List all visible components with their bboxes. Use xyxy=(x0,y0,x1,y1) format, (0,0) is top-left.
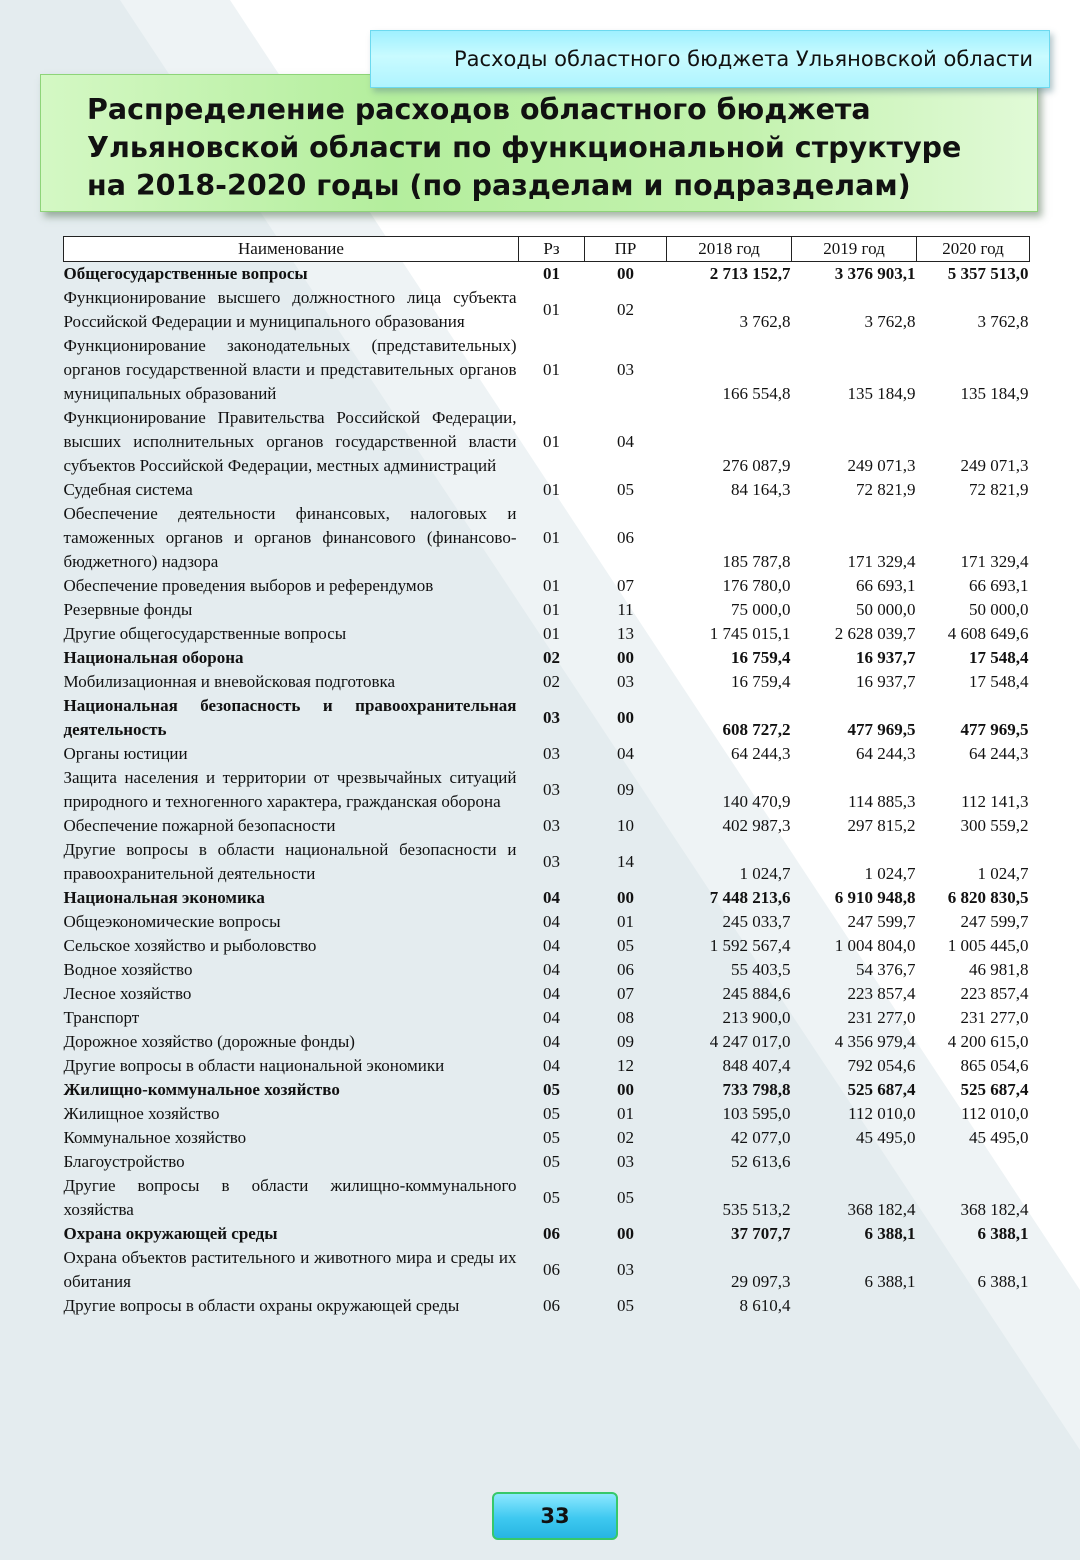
cell-rz: 02 xyxy=(543,672,560,691)
cell-2019: 247 599,7 xyxy=(847,912,916,931)
cell-2018: 733 798,8 xyxy=(722,1080,791,1099)
cell-rz: 01 xyxy=(543,432,560,451)
cell-2020 xyxy=(917,1294,1030,1318)
cell-2020: 72 821,9 xyxy=(969,480,1029,499)
cell-pr: 08 xyxy=(617,1008,634,1027)
cell-2020: 17 548,4 xyxy=(969,648,1029,667)
table-row xyxy=(64,334,1030,406)
table-row xyxy=(64,1006,1030,1030)
cell-2020: 4 608 649,6 xyxy=(947,624,1029,643)
cell-name: Органы юстиции xyxy=(63,744,188,763)
cell-pr: 09 xyxy=(617,780,634,799)
table-row xyxy=(64,598,1030,622)
cell-2018: 3 762,8 xyxy=(739,312,791,331)
table-section-row xyxy=(64,886,1030,910)
cell-2019: 16 937,7 xyxy=(856,648,916,667)
cell-2018: 8 610,4 xyxy=(739,1296,791,1315)
cell-2019: 477 969,5 xyxy=(847,720,916,739)
cell-name: Жилищное хозяйство xyxy=(63,1104,220,1123)
cell-2018: 166 554,8 xyxy=(722,384,791,403)
cell-2020: 112 010,0 xyxy=(961,1104,1029,1123)
cell-rz: 03 xyxy=(543,780,560,799)
cell-name: Функционирование высшего должностного лица субъекта Российской Федерации и муниципального образования xyxy=(63,288,517,331)
cell-2018: 213 900,0 xyxy=(722,1008,791,1027)
cell-rz: 01 xyxy=(543,300,560,319)
cell-rz: 03 xyxy=(543,708,560,727)
cell-2020: 17 548,4 xyxy=(969,672,1029,691)
cell-name: Другие вопросы в области охраны окружающей среды xyxy=(63,1296,460,1315)
cell-2019: 525 687,4 xyxy=(847,1080,916,1099)
cell-2018: 848 407,4 xyxy=(722,1056,791,1075)
cell-2020: 5 357 513,0 xyxy=(947,264,1029,283)
cell-2020: 525 687,4 xyxy=(960,1080,1029,1099)
cell-2020: 66 693,1 xyxy=(969,576,1029,595)
cell-pr: 07 xyxy=(617,984,634,1003)
table-section-row xyxy=(64,1222,1030,1246)
cell-pr: 04 xyxy=(617,744,634,763)
table-row xyxy=(64,838,1030,886)
cell-pr: 03 xyxy=(617,672,634,691)
table-row xyxy=(64,1054,1030,1078)
cell-pr: 05 xyxy=(617,936,634,955)
cell-2020: 112 141,3 xyxy=(961,792,1029,811)
cell-2018: 75 000,0 xyxy=(731,600,791,619)
cell-rz: 04 xyxy=(543,936,560,955)
cell-pr: 05 xyxy=(617,480,634,499)
header-pr: ПР xyxy=(585,237,667,262)
cell-rz: 04 xyxy=(543,1056,560,1075)
cell-2020: 46 981,8 xyxy=(969,960,1029,979)
cell-2020: 3 762,8 xyxy=(977,312,1029,331)
table-header-row xyxy=(64,237,1030,262)
header-2019: 2019 год xyxy=(792,237,917,262)
cell-name: Благоустройство xyxy=(63,1152,185,1171)
cell-rz: 05 xyxy=(543,1128,560,1147)
table-row xyxy=(64,766,1030,814)
cell-rz: 04 xyxy=(543,1032,560,1051)
table-row xyxy=(64,1126,1030,1150)
cell-2019: 231 277,0 xyxy=(847,1008,916,1027)
cell-2019: 6 388,1 xyxy=(864,1224,916,1243)
cell-rz: 01 xyxy=(543,360,560,379)
cell-2019: 1 004 804,0 xyxy=(834,936,916,955)
cell-pr: 12 xyxy=(617,1056,634,1075)
cell-pr: 06 xyxy=(617,528,634,547)
cell-2020: 50 000,0 xyxy=(969,600,1029,619)
table-row xyxy=(64,622,1030,646)
cell-2020: 477 969,5 xyxy=(960,720,1029,739)
cell-2020: 300 559,2 xyxy=(960,816,1029,835)
cell-rz: 01 xyxy=(543,600,560,619)
cell-2019: 112 010,0 xyxy=(848,1104,916,1123)
cell-2020: 6 388,1 xyxy=(977,1272,1029,1291)
cell-2020: 171 329,4 xyxy=(960,552,1029,571)
cell-2018: 103 595,0 xyxy=(722,1104,791,1123)
cell-pr: 01 xyxy=(617,1104,634,1123)
cell-name: Транспорт xyxy=(63,1008,140,1027)
page-title xyxy=(87,91,1017,205)
cell-name: Дорожное хозяйство (дорожные фонды) xyxy=(63,1032,355,1051)
cell-2018: 42 077,0 xyxy=(731,1128,791,1147)
cell-2020: 231 277,0 xyxy=(960,1008,1029,1027)
cell-rz: 06 xyxy=(543,1224,560,1243)
cell-2018: 185 787,8 xyxy=(722,552,791,571)
cell-2019: 135 184,9 xyxy=(847,384,916,403)
cell-2020: 4 200 615,0 xyxy=(947,1032,1029,1051)
cell-pr: 11 xyxy=(617,600,634,619)
cell-rz: 06 xyxy=(543,1260,560,1279)
header-banner xyxy=(370,30,1050,88)
cell-2019: 54 376,7 xyxy=(856,960,916,979)
table-row xyxy=(64,934,1030,958)
title-line-2: Ульяновской области по функциональной структуре xyxy=(87,131,962,164)
cell-2018: 4 247 017,0 xyxy=(709,1032,791,1051)
cell-pr: 13 xyxy=(617,624,634,643)
cell-2018: 176 780,0 xyxy=(722,576,791,595)
cell-pr: 00 xyxy=(617,888,634,907)
cell-name: Мобилизационная и вневойсковая подготовка xyxy=(63,672,396,691)
table-row xyxy=(64,478,1030,502)
cell-2018: 64 244,3 xyxy=(731,744,791,763)
cell-name: Обеспечение пожарной безопасности xyxy=(63,816,336,835)
cell-2020: 1 005 445,0 xyxy=(947,936,1029,955)
cell-2018: 84 164,3 xyxy=(731,480,791,499)
cell-2018: 37 707,7 xyxy=(731,1224,791,1243)
cell-pr: 02 xyxy=(617,1128,634,1147)
cell-2018: 16 759,4 xyxy=(731,672,791,691)
cell-2018: 1 592 567,4 xyxy=(709,936,791,955)
cell-name: Функционирование Правительства Российской Федерации, высших исполнительных органов государственной власти субъектов Российской Федерации, местных администраций xyxy=(63,408,517,475)
table-row xyxy=(64,1246,1030,1294)
title-line-1: Распределение расходов областного бюджета xyxy=(87,93,871,126)
table-row xyxy=(64,670,1030,694)
cell-2020: 64 244,3 xyxy=(969,744,1029,763)
cell-2018: 16 759,4 xyxy=(731,648,791,667)
header-2018: 2018 год xyxy=(667,237,792,262)
cell-2019: 72 821,9 xyxy=(856,480,916,499)
cell-pr: 09 xyxy=(617,1032,634,1051)
cell-rz: 03 xyxy=(543,852,560,871)
cell-name: Общегосударственные вопросы xyxy=(63,264,308,283)
cell-rz: 06 xyxy=(543,1296,560,1315)
cell-pr: 00 xyxy=(617,708,634,727)
cell-pr: 04 xyxy=(617,432,634,451)
cell-2019: 3 762,8 xyxy=(864,312,916,331)
cell-2019: 114 885,3 xyxy=(848,792,916,811)
cell-name: Резервные фонды xyxy=(63,600,193,619)
table-body xyxy=(64,262,1030,1319)
table-section-row xyxy=(64,694,1030,742)
cell-rz: 01 xyxy=(543,528,560,547)
budget-table xyxy=(63,236,1030,1318)
cell-2018: 608 727,2 xyxy=(722,720,791,739)
cell-pr: 06 xyxy=(617,960,634,979)
table-row xyxy=(64,910,1030,934)
cell-2018: 535 513,2 xyxy=(722,1200,791,1219)
cell-2018: 7 448 213,6 xyxy=(709,888,791,907)
cell-2018: 140 470,9 xyxy=(722,792,791,811)
cell-name: Коммунальное хозяйство xyxy=(63,1128,247,1147)
table-section-row xyxy=(64,262,1030,287)
cell-rz: 01 xyxy=(543,264,560,283)
cell-2020: 135 184,9 xyxy=(960,384,1029,403)
cell-2020: 45 495,0 xyxy=(969,1128,1029,1147)
cell-2018: 276 087,9 xyxy=(722,456,791,475)
table-row xyxy=(64,1102,1030,1126)
cell-pr: 00 xyxy=(617,648,634,667)
cell-2018: 245 884,6 xyxy=(722,984,791,1003)
cell-2019: 50 000,0 xyxy=(856,600,916,619)
cell-name: Общеэкономические вопросы xyxy=(63,912,281,931)
cell-rz: 04 xyxy=(543,984,560,1003)
cell-2019: 6 388,1 xyxy=(864,1272,916,1291)
header-rz: Рз xyxy=(519,237,585,262)
header-2020: 2020 год xyxy=(917,237,1030,262)
cell-rz: 05 xyxy=(543,1104,560,1123)
cell-pr: 07 xyxy=(617,576,634,595)
table-row xyxy=(64,1150,1030,1174)
cell-2019: 64 244,3 xyxy=(856,744,916,763)
table-row xyxy=(64,958,1030,982)
cell-rz: 01 xyxy=(543,480,560,499)
cell-2020: 6 388,1 xyxy=(977,1224,1029,1243)
cell-2019: 249 071,3 xyxy=(847,456,916,475)
cell-2019 xyxy=(792,1150,917,1174)
cell-rz: 05 xyxy=(543,1080,560,1099)
table-row xyxy=(64,742,1030,766)
cell-pr: 10 xyxy=(617,816,634,835)
cell-name: Другие вопросы в области национальной безопасности и правоохранительной деятельности xyxy=(63,840,517,883)
header-banner-text: Расходы областного бюджета Ульяновской области xyxy=(454,47,1033,71)
cell-name: Сельское хозяйство и рыболовство xyxy=(63,936,317,955)
cell-name: Лесное хозяйство xyxy=(63,984,192,1003)
cell-rz: 04 xyxy=(543,960,560,979)
cell-2020: 865 054,6 xyxy=(960,1056,1029,1075)
cell-2019: 297 815,2 xyxy=(847,816,916,835)
table-row xyxy=(64,574,1030,598)
page-number-tab xyxy=(492,1492,618,1540)
table-row xyxy=(64,502,1030,574)
cell-2018: 29 097,3 xyxy=(731,1272,791,1291)
cell-2019: 171 329,4 xyxy=(847,552,916,571)
cell-2019: 2 628 039,7 xyxy=(834,624,916,643)
cell-name: Водное хозяйство xyxy=(63,960,193,979)
cell-2019: 45 495,0 xyxy=(856,1128,916,1147)
cell-rz: 04 xyxy=(543,912,560,931)
cell-rz: 04 xyxy=(543,888,560,907)
cell-name: Охрана окружающей среды xyxy=(63,1224,278,1243)
cell-2020: 247 599,7 xyxy=(960,912,1029,931)
cell-name: Обеспечение проведения выборов и референдумов xyxy=(63,576,434,595)
cell-2018: 52 613,6 xyxy=(731,1152,791,1171)
cell-pr: 01 xyxy=(617,912,634,931)
cell-name: Судебная система xyxy=(63,480,193,499)
cell-2019: 6 910 948,8 xyxy=(834,888,916,907)
cell-name: Обеспечение деятельности финансовых, налоговых и таможенных органов и органов финансового (финансово-бюджетного) надзора xyxy=(63,504,517,571)
table-row xyxy=(64,406,1030,478)
cell-pr: 00 xyxy=(617,1080,634,1099)
cell-name: Жилищно-коммунальное хозяйство xyxy=(63,1080,340,1099)
cell-2020: 1 024,7 xyxy=(977,864,1029,883)
cell-name: Национальная экономика xyxy=(63,888,265,907)
cell-2019: 1 024,7 xyxy=(864,864,916,883)
title-line-3: на 2018-2020 годы (по разделам и подразделам) xyxy=(87,169,911,202)
cell-2018: 245 033,7 xyxy=(722,912,791,931)
cell-2020 xyxy=(917,1150,1030,1174)
table-row xyxy=(64,1174,1030,1222)
cell-rz: 04 xyxy=(543,1008,560,1027)
cell-pr: 05 xyxy=(617,1188,634,1207)
cell-pr: 03 xyxy=(617,360,634,379)
cell-name: Охрана объектов растительного и животного мира и среды их обитания xyxy=(63,1248,517,1291)
cell-name: Национальная безопасность и правоохранительная деятельность xyxy=(63,696,517,739)
cell-2019: 368 182,4 xyxy=(847,1200,916,1219)
cell-2020: 368 182,4 xyxy=(960,1200,1029,1219)
table-row xyxy=(64,1030,1030,1054)
cell-pr: 00 xyxy=(617,264,634,283)
cell-2019: 792 054,6 xyxy=(847,1056,916,1075)
cell-name: Защита населения и территории от чрезвычайных ситуаций природного и техногенного характера, гражданская оборона xyxy=(63,768,517,811)
cell-name: Функционирование законодательных (представительных) органов государственной власти и представительных органов муниципальных образований xyxy=(63,336,517,403)
cell-name: Другие общегосударственные вопросы xyxy=(63,624,347,643)
cell-pr: 02 xyxy=(617,300,634,319)
table-section-row xyxy=(64,646,1030,670)
cell-pr: 14 xyxy=(617,852,634,871)
cell-rz: 01 xyxy=(543,576,560,595)
table-row xyxy=(64,286,1030,334)
cell-2020: 6 820 830,5 xyxy=(947,888,1029,907)
cell-pr: 03 xyxy=(617,1260,634,1279)
table-row xyxy=(64,814,1030,838)
cell-2018: 55 403,5 xyxy=(731,960,791,979)
cell-name: Национальная оборона xyxy=(63,648,244,667)
cell-2019: 3 376 903,1 xyxy=(834,264,916,283)
cell-name: Другие вопросы в области жилищно-коммунального хозяйства xyxy=(63,1176,517,1219)
cell-rz: 02 xyxy=(543,648,560,667)
cell-rz: 05 xyxy=(543,1188,560,1207)
cell-rz: 01 xyxy=(543,624,560,643)
cell-name: Другие вопросы в области национальной экономики xyxy=(63,1056,445,1075)
cell-2018: 402 987,3 xyxy=(722,816,791,835)
cell-2019: 4 356 979,4 xyxy=(834,1032,916,1051)
cell-rz: 03 xyxy=(543,744,560,763)
cell-2018: 1 024,7 xyxy=(739,864,791,883)
table-section-row xyxy=(64,1078,1030,1102)
table-row xyxy=(64,982,1030,1006)
cell-pr: 03 xyxy=(617,1152,634,1171)
cell-2019: 16 937,7 xyxy=(856,672,916,691)
cell-2019: 66 693,1 xyxy=(856,576,916,595)
cell-pr: 00 xyxy=(617,1224,634,1243)
cell-2020: 223 857,4 xyxy=(960,984,1029,1003)
title-box xyxy=(40,74,1038,212)
cell-pr: 05 xyxy=(617,1296,634,1315)
header-name: Наименование xyxy=(64,237,519,262)
page-number: 33 xyxy=(540,1504,570,1528)
cell-2019: 223 857,4 xyxy=(847,984,916,1003)
cell-2018: 1 745 015,1 xyxy=(709,624,791,643)
cell-rz: 05 xyxy=(543,1152,560,1171)
table-row xyxy=(64,1294,1030,1318)
cell-2019 xyxy=(792,1294,917,1318)
cell-rz: 03 xyxy=(543,816,560,835)
cell-2018: 2 713 152,7 xyxy=(709,264,791,283)
cell-2020: 249 071,3 xyxy=(960,456,1029,475)
